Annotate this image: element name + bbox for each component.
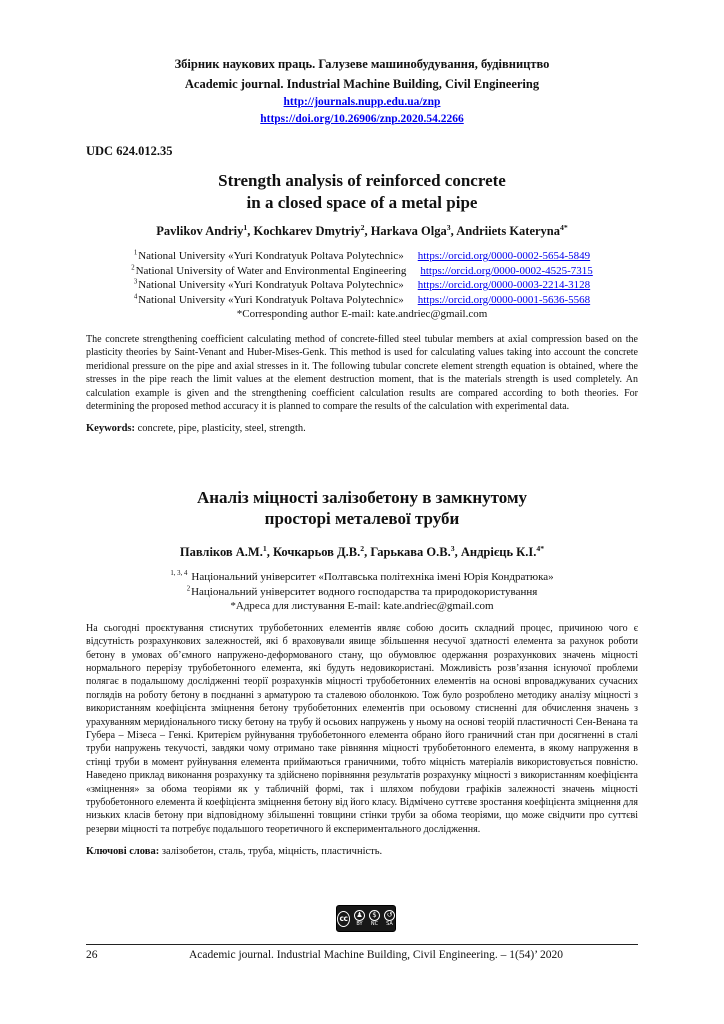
article-title-en: [86, 170, 638, 213]
nc-dollar-icon: $ NC: [370, 911, 379, 927]
affiliation-row: $^{1, 3, 4}$ Національний університет «Полтавська політехніка імені Юрія Кондратюка»: [170, 570, 554, 583]
authors-en: Pavlikov Andriy$^1$, Kochkarev Dmytriy$^2$, Harkava Olga$^3$, Andriiets Kateryna$^{4*}$: [156, 222, 568, 238]
orcid-link[interactable]: https://orcid.org/0000-0003-2214-3128: [417, 279, 591, 292]
author-name: Harkava Olga: [370, 224, 447, 238]
affiliations-uk: [86, 570, 638, 599]
doi-link[interactable]: https://doi.org/10.26906/znp.2020.54.2266: [260, 112, 464, 125]
authors-uk: Павліков А.М.$^1$, Кочкарьов Д.В.$^2$, Гарькава О.В.$^3$, Андрієць К.І.$^{4*}$: [179, 543, 545, 559]
corresponding-author-en: *Corresponding author E-mail: kate.andriec@gmail.com: [236, 308, 488, 321]
article-title-uk: [86, 487, 638, 530]
article-title-uk-line2: просторі металевої труби: [264, 509, 460, 529]
affiliation-row: $^1$National University «Yuri Kondratyuk Poltava Polytechnic» https://orcid.org/0000-0002-5654-5849: [133, 249, 591, 262]
author-name: Pavlikov Andriy: [156, 224, 244, 238]
article-title-en-line2: in a closed space of a metal pipe: [246, 192, 478, 212]
affiliation-row: $^3$National University «Yuri Kondratyuk Poltava Polytechnic» https://orcid.org/0000-0003-2214-3128: [133, 278, 591, 292]
sa-arrow-icon: ↺ SA: [384, 910, 395, 927]
keywords-en-text: concrete, pipe, plasticity, steel, strength.: [135, 423, 306, 435]
keywords-en-label: Keywords:: [86, 423, 135, 435]
journal-title-en: Academic journal. Industrial Machine Building, Civil Engineering: [184, 77, 540, 91]
by-person-icon: ♟ BY: [354, 910, 365, 927]
abstract-en: The concrete strengthening coefficient calculating method of concrete-filled steel tubular members at axial compression based on the plasticity theories by Saint-Venant and Huber-Mises-Genk. This method is used for calculating values taking into account the concrete meridional pressure on the pipe and axial stresses in it. The following tubular concrete element strength equation is obtained, where the stresses in the pipe reach the limit values at the element destruction moment, that is the materials strength is used completely. An calculation example is given and the strengthening coefficient calculation results are compared according to both theories. For determining the proposed method accuracy it is planned to compare the results of the calculation with experimental data.: [86, 333, 638, 412]
orcid-link[interactable]: https://orcid.org/0000-0002-5654-5849: [417, 250, 591, 262]
author-name: Андрієць К.І.: [460, 544, 537, 559]
author-name: Кочкарьов Д.В.: [272, 544, 361, 559]
author-name: Гарькава О.В.: [370, 544, 451, 559]
keywords-uk-text: залізобетон, сталь, труба, міцність, пластичність.: [159, 846, 383, 858]
cc-logo-icon: cc: [337, 911, 350, 927]
cc-license-badge: [336, 905, 396, 932]
keywords-en: [86, 422, 638, 436]
orcid-link[interactable]: https://orcid.org/0000-0001-5636-5568: [417, 293, 591, 306]
affiliation-row: $^2$National University of Water and Environmental Engineering https://orcid.org/0000-0002-4525-7315: [131, 263, 593, 277]
affiliation-org: National University «Yuri Kondratyuk Poltava Polytechnic»: [138, 250, 404, 262]
abstract-uk: На сьогодні проєктування стиснутих трубобетонних елементів являє собою досить складний процес, причиною чого є відсутність розрахункових залежностей, які б враховували явище збільшення несучої здатності елемента за рахунок роботи бетону в умовах об’ємного напружено-деформованого стану, що обумовлює одержання розрахункових значень міцності нормального перерізу трубобетонного елемента, які будуть недовикористані. Можливість розв’язання існуючої проблеми полягає в подальшому дослідженні теорії розрахунків міцності трубобетонних елементів на основі впроваджуваних сучасних поглядів на роботу бетону в поєднанні з арматурою та сталевою оболонкою. Тож було розроблено методику аналізу міцності з використанням коефіцієнта зміцнення бетону трубобетонних елементів при осьовому стисненні для обчислення значень з урахуванням меридіонального тиску бетону на трубу й осьових напружень у ньому на основі теорій пластичності Сен-Венана та Губера – Мізеса – Генкі. Критерієм руйнування трубобетонного елемента обрано його граничний стан при досягненні в сталі труби напружень текучості, завдяки чому отримано таке рівняння міцності трубобетонного елемента, в якому напруження в стінці труби в момент руйнування елемента приймаються граничними, тобто міцність матеріалів використовується повністю. Наведено приклад виконання розрахунку та здійснено порівняння результатів розрахунку міцності з використанням коефіцієнта «зміцнення» за обома теоріями як у табличній формі, так і шляхом побудови графіків залежності значень міцності трубобетонного елемента й коефіцієнта зміцнення бетону від його класу. Відмічено суттєве зростання коефіцієнта зміцнення для низьких класів бетону при відповідному збільшенні товщини стінки труби за обома теоріями, що може свідчити про суттєві резерви міцності та потребує подальшого теоретичного й експериментального дослідження.: [86, 622, 638, 835]
page-footer: [86, 944, 638, 963]
affiliation-org: Національний університет водного господарства та природокористування: [191, 585, 538, 598]
affiliation-org: National University of Water and Environmental Engineering: [135, 264, 407, 277]
corresponding-author-uk: *Адреса для листування E-mail: kate.andriec@gmail.com: [230, 600, 494, 613]
affiliation-org: National University «Yuri Kondratyuk Poltava Polytechnic»: [138, 279, 404, 292]
page-number: 26: [86, 949, 98, 961]
journal-url-link[interactable]: http://journals.nupp.edu.ua/znp: [283, 96, 441, 108]
udc-number: UDC 624.012.35: [86, 144, 173, 158]
affiliation-org: National University «Yuri Kondratyuk Poltava Polytechnic»: [138, 293, 404, 306]
author-name: Павліков А.М.: [179, 544, 263, 559]
journal-header: [86, 54, 638, 127]
journal-title-uk: Збірник наукових праць. Галузеве машинобудування, будівництво: [174, 57, 550, 71]
article-title-en-line1: Strength analysis of reinforced concrete: [218, 171, 506, 190]
affiliation-row: $^4$National University «Yuri Kondratyuk Poltava Polytechnic» https://orcid.org/0000-0001-5636-5568: [133, 293, 591, 306]
affiliation-org: Національний університет «Полтавська політехніка імені Юрія Кондратюка»: [191, 570, 554, 583]
affiliation-row: $^2$Національний університет водного господарства та природокористування: [186, 584, 538, 598]
article-title-uk-line1: Аналіз міцності залізобетону в замкнутому: [196, 487, 528, 507]
author-name: Kochkarev Dmytriy: [253, 224, 361, 238]
keywords-uk-label: Ключові слова:: [86, 846, 160, 858]
keywords-uk: [86, 845, 638, 859]
orcid-link[interactable]: https://orcid.org/0000-0002-4525-7315: [420, 264, 593, 277]
footer-journal-line: Academic journal. Industrial Machine Building, Civil Engineering. – 1(54)’ 2020: [188, 949, 564, 961]
affiliations-en: [86, 249, 638, 307]
author-name: Andriiets Kateryna: [456, 224, 560, 238]
